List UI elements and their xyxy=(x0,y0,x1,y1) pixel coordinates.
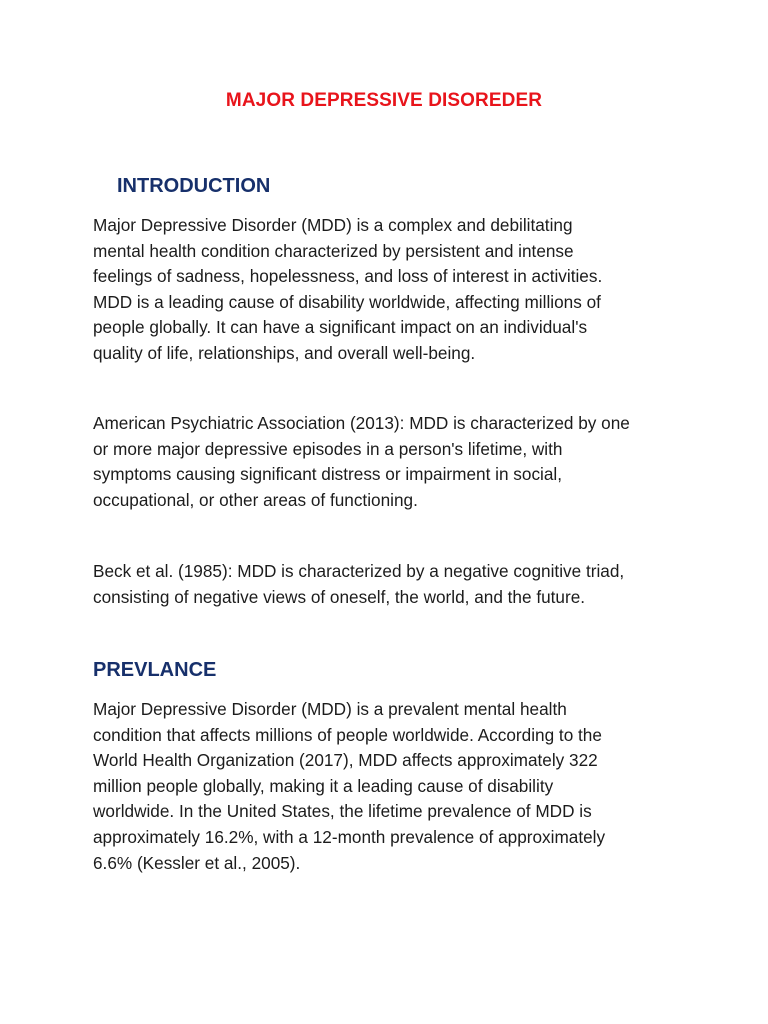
text-line: quality of life, relationships, and overall well-being. xyxy=(93,342,476,363)
text-line: World Health Organization (2017), MDD affects approximately 322 xyxy=(93,750,598,771)
text-line: Beck et al. (1985): MDD is characterized by a negative cognitive triad, xyxy=(93,561,625,581)
text-line: Major Depressive Disorder (MDD) is a prevalent mental health xyxy=(93,699,567,719)
apa-definition-paragraph xyxy=(93,411,693,513)
text-line: consisting of negative views of oneself, the world, and the future. xyxy=(93,586,586,607)
text-line: American Psychiatric Association (2013): MDD is characterized by one xyxy=(93,413,630,433)
text-line: people globally. It can have a significant impact on an individual's xyxy=(93,317,588,338)
text-line: MDD is a leading cause of disability worldwide, affecting millions of xyxy=(93,291,601,312)
text-line: occupational, or other areas of functioning. xyxy=(93,489,418,510)
text-line: feelings of sadness, hopelessness, and loss of interest in activities. xyxy=(93,266,603,287)
text-line: worldwide. In the United States, the lifetime prevalence of MDD is xyxy=(93,801,592,822)
section-heading-introduction: INTRODUCTION xyxy=(117,175,271,197)
beck-definition-paragraph xyxy=(93,559,693,610)
text-line: symptoms causing significant distress or impairment in social, xyxy=(93,464,563,485)
text-line: million people globally, making it a leading cause of disability xyxy=(93,775,554,796)
text-line: condition that affects millions of people worldwide. According to the xyxy=(93,724,602,745)
section-heading-prevalence: PREVLANCE xyxy=(93,659,217,681)
text-line: 6.6% (Kessler et al., 2005). xyxy=(93,852,301,873)
text-line: Major Depressive Disorder (MDD) is a complex and debilitating xyxy=(93,215,573,235)
document-title: MAJOR DEPRESSIVE DISOREDER xyxy=(225,90,543,111)
introduction-paragraph xyxy=(93,213,693,367)
text-line: approximately 16.2%, with a 12-month prevalence of approximately xyxy=(93,826,606,847)
prevalence-paragraph xyxy=(93,697,693,876)
text-line: or more major depressive episodes in a person's lifetime, with xyxy=(93,438,563,459)
text-line: mental health condition characterized by persistent and intense xyxy=(93,240,574,261)
